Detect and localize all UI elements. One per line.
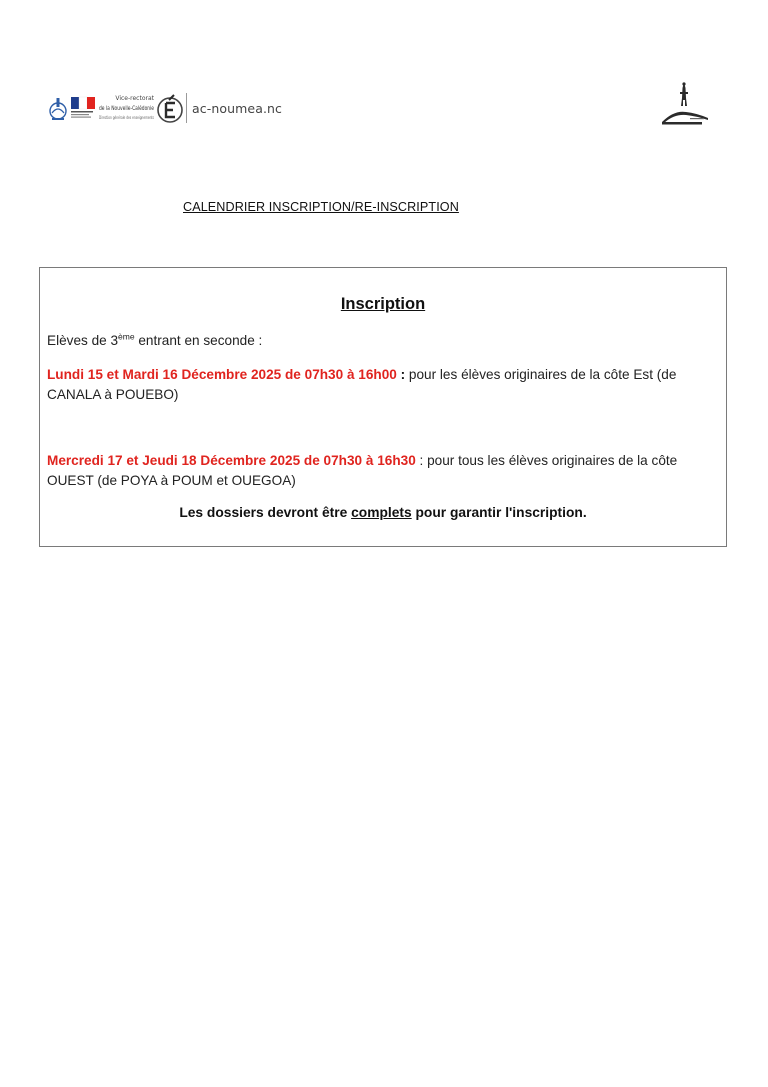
note-after: pour garantir l'inscription. xyxy=(411,505,587,520)
logo-text-line2: de la Nouvelle-Calédonie xyxy=(99,104,155,112)
schedule-desc-west: : pour tous les élèves originaires de la côte OUEST (de POYA à POUM et OUEGOA) xyxy=(47,453,678,488)
schedule-item-west xyxy=(47,451,714,491)
schedule-item-east xyxy=(47,365,714,405)
logo-text-line3: Direction générale des enseignements xyxy=(99,115,154,120)
intro-before: Elèves de 3 xyxy=(47,333,119,348)
completeness-note xyxy=(40,505,726,520)
logo-divider xyxy=(186,93,187,123)
e-accent-icon xyxy=(157,91,183,125)
box-title: Inscription xyxy=(340,295,426,313)
schedule-date-west: Mercredi 17 et Jeudi 18 Décembre 2025 de 07h30 à 16h30 xyxy=(47,453,416,468)
logo-site-url: ac-noumea.nc xyxy=(192,100,283,116)
schedule-desc-east: pour les élèves originaires de la côte Est (de CANALA à POUEBO) xyxy=(47,367,677,402)
document-heading: CALENDRIER INSCRIPTION/RE-INSCRIPTION xyxy=(183,200,459,214)
logo-text-line1: Vice-rectorat xyxy=(115,95,154,102)
institution-logos xyxy=(48,88,282,128)
intro-superscript: ème xyxy=(118,331,135,342)
republic-flag-icon xyxy=(71,97,95,119)
intro-text xyxy=(47,331,714,351)
intro-after: entrant en seconde : xyxy=(134,333,263,348)
schedule-colon-east: : xyxy=(396,367,406,382)
note-underlined: complets xyxy=(351,505,412,520)
school-logo-icon xyxy=(656,80,712,128)
schedule-date-east: Lundi 15 et Mardi 16 Décembre 2025 de 07h30 à 16h00 xyxy=(47,367,397,382)
academy-emblem-icon xyxy=(48,95,68,121)
vice-rectorat-logo xyxy=(99,91,155,125)
note-before: Les dossiers devront être xyxy=(179,505,352,520)
inscription-box xyxy=(39,267,727,547)
